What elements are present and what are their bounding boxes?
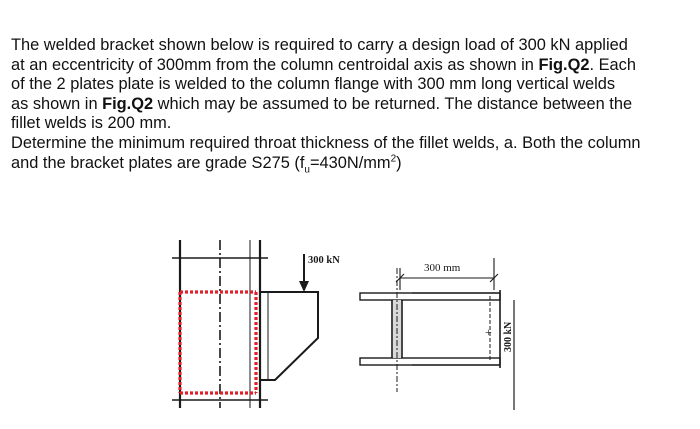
- line-4a: as shown in: [11, 94, 103, 113]
- line-1: The welded bracket shown below is required to carry a design load of 300 kN applied: [11, 36, 628, 54]
- line-4b: which may be assumed to be returned. The distance between the: [153, 94, 633, 113]
- bracket-plate: [260, 292, 318, 380]
- line-2b: . Each: [589, 55, 636, 74]
- line-7a: and the bracket plates are grade S275 (f: [11, 153, 305, 172]
- dimension-label: 300 mm: [424, 262, 461, 274]
- load-label: 300 kN: [308, 255, 340, 266]
- plan-view: [360, 268, 514, 410]
- fig-ref-2: Fig.Q2: [102, 94, 154, 113]
- line-5: fillet welds is 200 mm.: [11, 114, 172, 133]
- squared-superscript: 2: [390, 153, 397, 165]
- fu-subscript: u: [304, 163, 310, 175]
- centroid-mark: +: [485, 325, 492, 339]
- line-3: of the 2 plates plate is welded to the column flange with 300 mm long vertical welds: [11, 75, 616, 94]
- line-7c: ): [396, 153, 402, 172]
- line-6: Determine the minimum required throat thickness of the fillet welds, a. Both the column: [11, 133, 641, 152]
- weld-lines: [180, 292, 256, 393]
- fig-ref-1: Fig.Q2: [538, 55, 590, 74]
- column-elevation: [172, 240, 268, 408]
- line-7b: =430N/mm: [309, 153, 391, 172]
- line-2a: at an eccentricity of 300mm from the column centroidal axis as shown in: [11, 55, 539, 74]
- vertical-load-label: 300 kN: [503, 321, 514, 352]
